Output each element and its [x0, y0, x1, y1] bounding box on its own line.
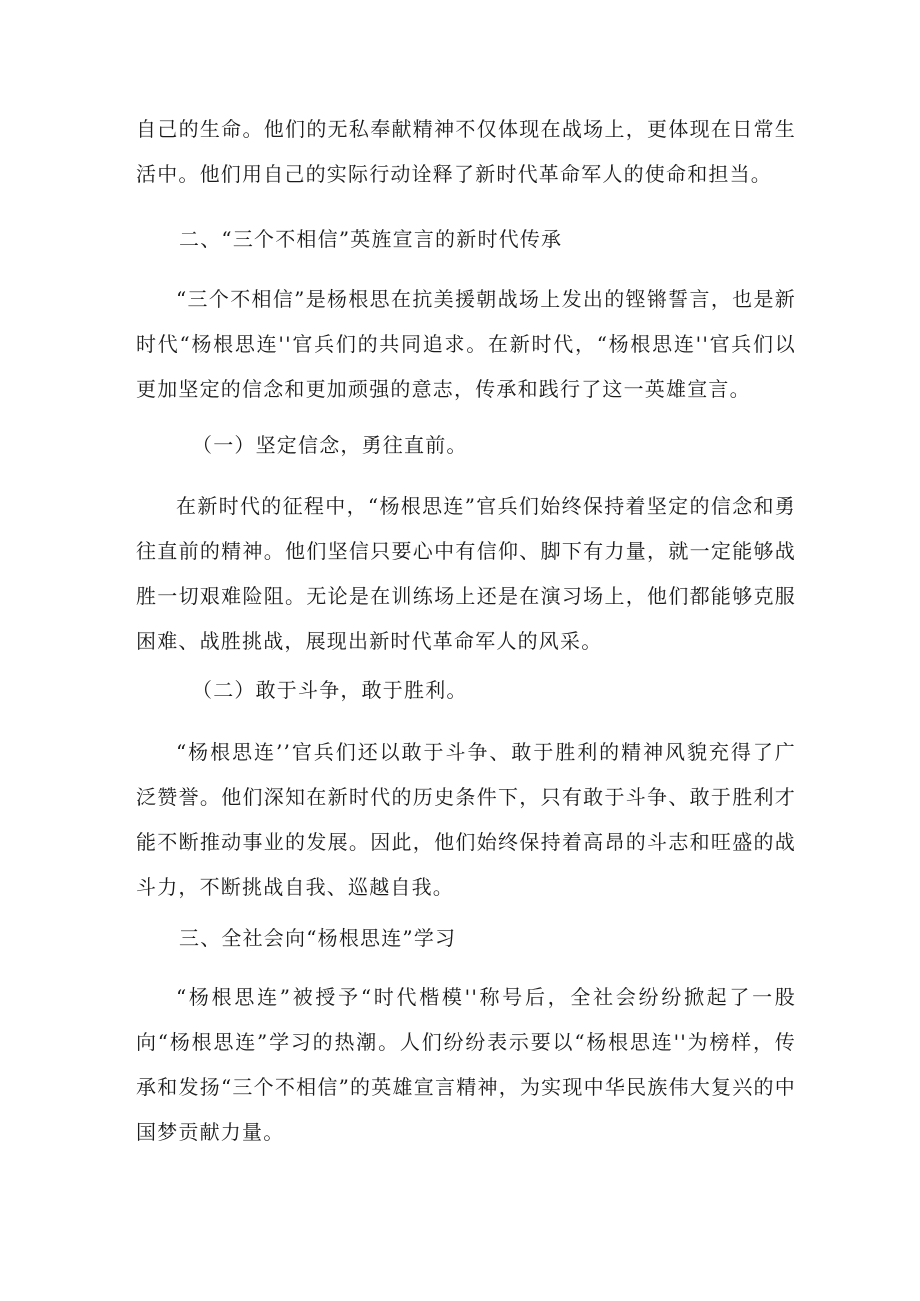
intro-paragraph: 自己的生命。他们的无私奉献精神不仅体现在战场上，更体现在日常生活中。他们用自己的实际行动诠释了新时代革命军人的使命和担当。 — [136, 117, 796, 186]
section-2-paragraph: “三个不相信”是杨根思在抗美援朝战场上发出的铿锵誓言，也是新时代“杨根思连''官兵们的共同追求。在新时代，“杨根思连''官兵们以更加坚定的信念和更加顽强的意志，传承和践行了这一英雄宣言。 — [136, 287, 796, 401]
subsection-2-heading: （二）敢于斗争，敢于胜利。 — [192, 678, 468, 702]
subsection-2-paragraph: “杨根思连’’官兵们还以敢于斗争、敢于胜利的精神风貌充得了广泛赞誉。他们深知在新时代的历史条件下，只有敢于斗争、敢于胜利才能不断推动事业的发展。因此，他们始终保持着高昂的斗志和旺盛的战斗力，不断挑战自我、巡越自我。 — [136, 740, 796, 899]
section-2-heading: 二、“三个不相信”英旌宣言的新时代传承 — [179, 227, 563, 251]
section-3-paragraph: “杨根思连”被授予“时代楷模''称号后，全社会纷纷掀起了一股向“杨根思连”学习的热潮。人们纷纷表示要以“杨根思连''为榜样，传承和发扬“三个不相信”的英雄宣言精神，为实现中华民族伟大复兴的中国梦贡献力量。 — [136, 985, 796, 1144]
subsection-1-paragraph: 在新时代的征程中，“杨根思连”官兵们始终保持着坚定的信念和勇往直前的精神。他们坚信只要心中有信仰、脚下有力量，就一定能够战胜一切艰难险阻。无论是在训练场上还是在演习场上，他们都能够克服困难、战胜挑战，展现出新时代革命军人的风采。 — [136, 494, 796, 653]
section-3-heading: 三、全社会向“杨根思连”学习 — [179, 926, 457, 950]
subsection-1-heading: （一）坚定信念，勇往直前。 — [192, 433, 468, 457]
